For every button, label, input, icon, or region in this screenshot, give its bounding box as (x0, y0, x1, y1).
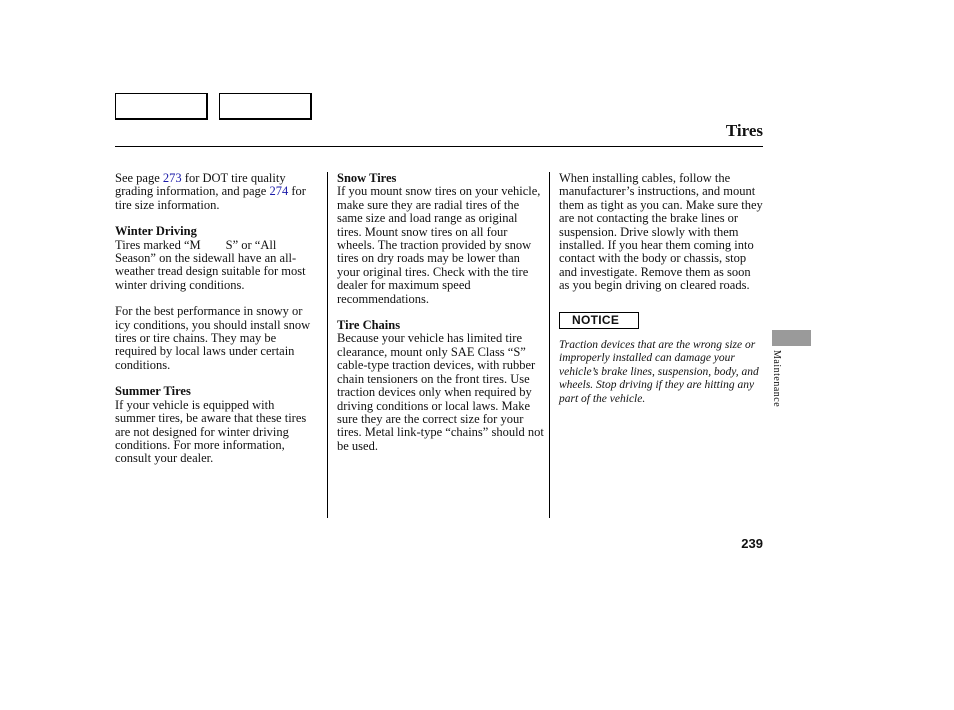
column-divider (549, 172, 550, 518)
winter-driving-text: Tires marked “M S” or “All Season” on the sidewall have an all-weather tread design suitable for most winter driving conditions. (115, 237, 306, 292)
column-1 (115, 172, 315, 479)
title-rule (115, 146, 763, 147)
snow-tires-heading: Snow Tires (337, 171, 397, 185)
section-label: Maintenance (771, 350, 782, 408)
snow-tires-text: If you mount snow tires on your vehicle, make sure they are radial tires of the same size and load range as original tires. Mount snow tires on all four wheels. The traction provided by snow tires on dry roads may be lower than your original tires. Check with the tire dealer for maximum speed recommendations. (337, 184, 541, 306)
notice-text: Traction devices that are the wrong size or improperly installed can damage your vehicle’s brake lines, suspension, body, and wheels. Stop driving if they are hitting any part of the vehicle. (559, 339, 759, 405)
section-tab[interactable] (772, 330, 811, 346)
nav-button-next[interactable] (219, 93, 312, 120)
page-link-274[interactable]: 274 (269, 184, 289, 199)
dot-reference-paragraph: See page 273 for DOT tire quality grading information, and page 274 for tire size information. (115, 171, 306, 212)
summer-tires-heading: Summer Tires (115, 384, 191, 399)
nav-button-previous[interactable] (115, 93, 208, 120)
summer-tires-text: If your vehicle is equipped with summer tires, be aware that these tires are not designed for winter driving conditions. For more information, consult your dealer. (115, 397, 307, 466)
page-link-273[interactable]: 273 (162, 171, 182, 185)
tire-chains-heading: Tire Chains (337, 318, 401, 333)
cables-text: When installing cables, follow the manufacturer’s instructions, and mount them as tight as you can. Make sure they are not contacting the brake lines or suspension. Drive slowly with them installed. If you hear them coming into contact with the body or chassis, stop and investigate. Remove them as soon as you begin driving on cleared roads. (559, 171, 763, 293)
column-3 (559, 172, 763, 419)
page-title: Tires (725, 121, 763, 140)
page-number: 239 (741, 536, 763, 551)
column-divider (327, 172, 328, 518)
winter-driving-heading: Winter Driving (115, 224, 197, 239)
column-2 (337, 172, 545, 466)
notice-label: NOTICE (559, 312, 639, 329)
tire-chains-text: Because your vehicle has limited tire clearance, mount only SAE Class “S” cable-type traction devices, with rubber chain tensioners on the front tires. Use traction devices only when required by driving conditions or local laws. Make sure they are the correct size for your tires. Metal link-type “chains” should not be used. (337, 331, 544, 453)
winter-driving-text-2: For the best performance in snowy or icy conditions, you should install snow tires or tire chains. They may be required by local laws under certain conditions. (115, 304, 311, 372)
